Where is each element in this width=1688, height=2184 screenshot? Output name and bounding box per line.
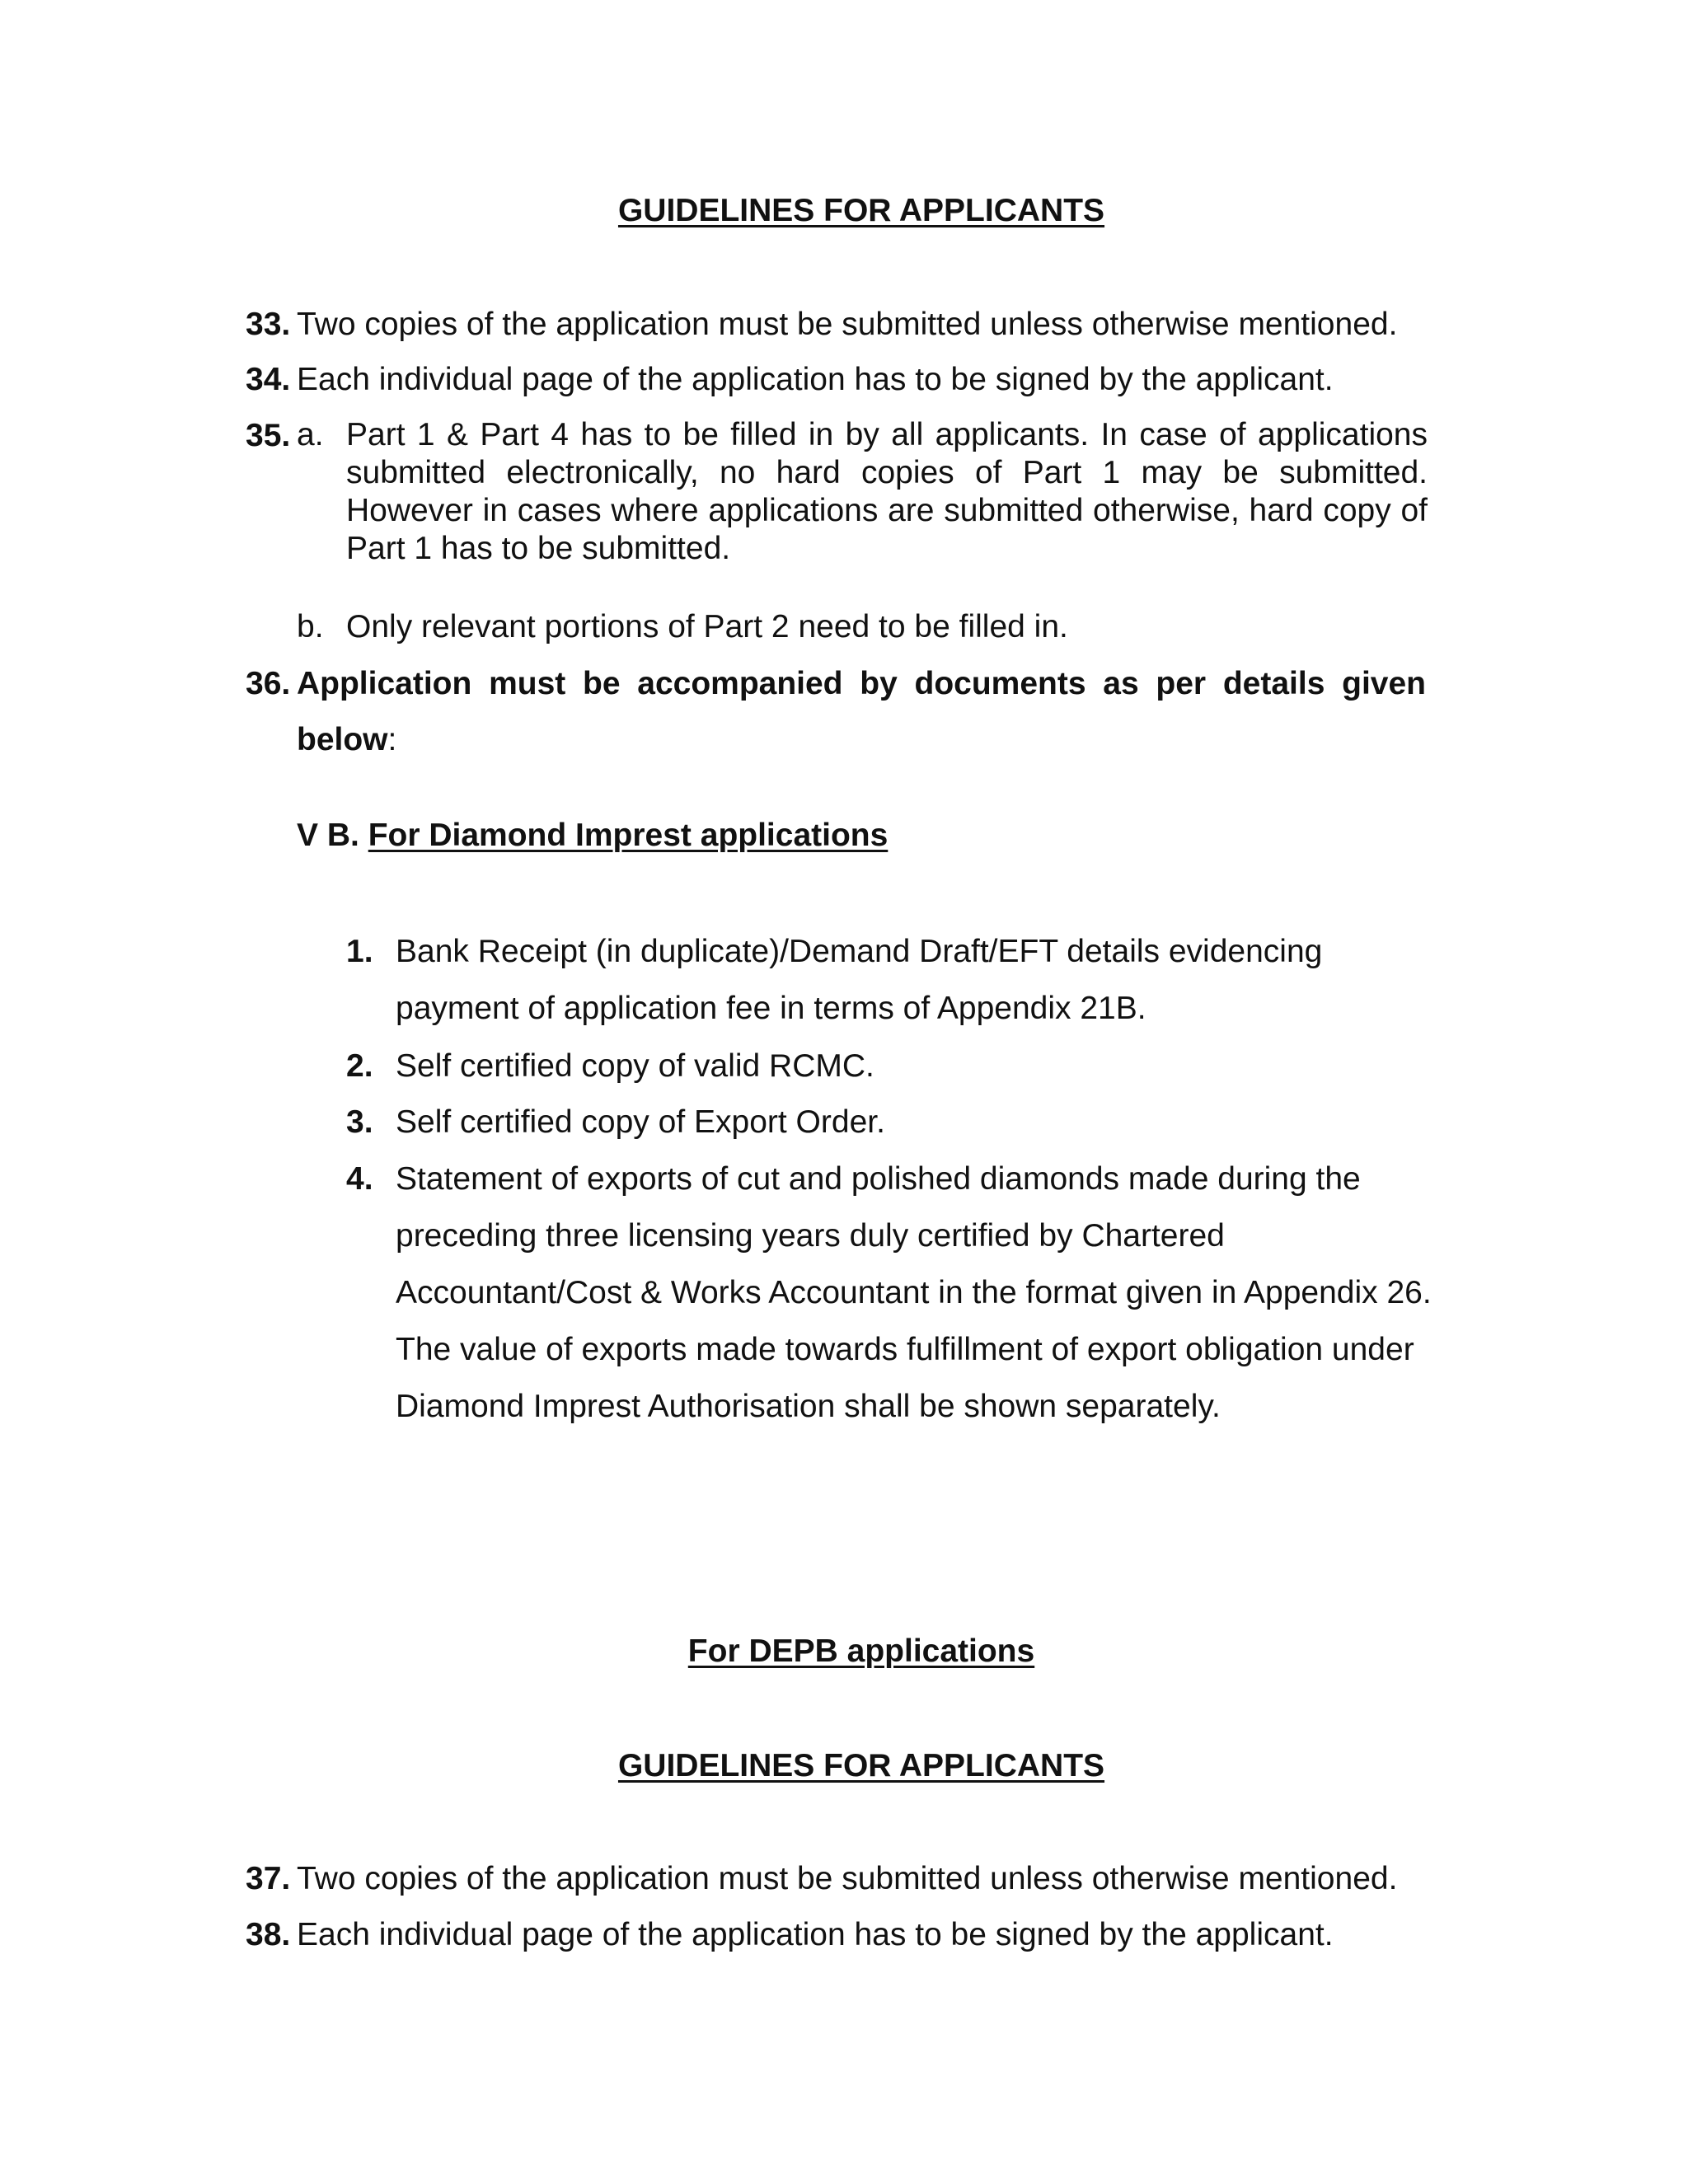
document-text: Bank Receipt (in duplicate)/Demand Draft/EFT details evidencing payment of application fee in terms of Appendix 21B.	[396, 934, 1323, 1026]
item-text: Two copies of the application must be submitted unless otherwise mentioned.	[297, 307, 1398, 342]
guideline-item-33	[246, 305, 1426, 344]
guideline-item-36	[246, 656, 1426, 768]
document-number: 3.	[346, 1104, 373, 1140]
item-text: Application must be accompanied by documents as per details given below	[297, 666, 1426, 757]
item-number: 33.	[246, 307, 291, 342]
item-text: Each individual page of the application has to be signed by the applicant.	[297, 1917, 1334, 1952]
sub-item-letter: a.	[297, 417, 324, 452]
guidelines-heading: GUIDELINES FOR APPLICANTS	[617, 193, 1105, 228]
item-number: 38.	[246, 1917, 291, 1952]
sub-item-letter: b.	[297, 609, 324, 644]
subsection-heading	[297, 816, 888, 855]
item-number: 34.	[246, 362, 291, 397]
item-text: Each individual page of the application has to be signed by the applicant.	[297, 362, 1334, 397]
document-item-2	[346, 1038, 1434, 1094]
document-number: 2.	[346, 1048, 373, 1084]
document-item-3	[346, 1094, 1434, 1151]
item-number: 37.	[246, 1861, 291, 1896]
guideline-item-34	[246, 360, 1426, 400]
guideline-item-37	[246, 1859, 1426, 1899]
sub-item-text: Only relevant portions of Part 2 need to be filled in.	[346, 609, 1068, 644]
document-number: 4.	[346, 1161, 373, 1197]
item-number: 35.	[246, 418, 291, 453]
sub-item-text: Part 1 & Part 4 has to be filled in by all applicants. In case of applications submitted electronically, no hard copies of Part 1 may be submitted. However in cases where applications are submitted otherwise, hard copy of Part 1 has to be submitted.	[346, 417, 1428, 566]
subsection-title: For Diamond Imprest applications	[368, 818, 889, 853]
document-text: Self certified copy of valid RCMC.	[396, 1048, 874, 1084]
depb-title: For DEPB applications	[687, 1633, 1035, 1669]
document-text: Statement of exports of cut and polished diamonds made during the preceding three licensing years duly certified by Chartered Accountant/Cost & Works Accountant in the format given in Appendix 26. The value of exports made towards fulfillment of export obligation under Diamond Imprest Authorisation shall be shown separately.	[396, 1161, 1432, 1424]
document-number: 1.	[346, 934, 373, 969]
guideline-item-38	[246, 1915, 1426, 1955]
guideline-item-35-b	[297, 608, 1428, 646]
guidelines-heading-2: GUIDELINES FOR APPLICANTS	[617, 1748, 1105, 1783]
subsection-label: V B.	[297, 818, 359, 853]
guideline-item-35-a	[297, 416, 1428, 568]
document-item-1	[346, 923, 1434, 1037]
item-colon: :	[387, 722, 397, 757]
item-number: 36.	[246, 666, 291, 701]
document-item-4	[346, 1151, 1434, 1435]
item-text: Two copies of the application must be submitted unless otherwise mentioned.	[297, 1861, 1398, 1896]
document-text: Self certified copy of Export Order.	[396, 1104, 885, 1140]
